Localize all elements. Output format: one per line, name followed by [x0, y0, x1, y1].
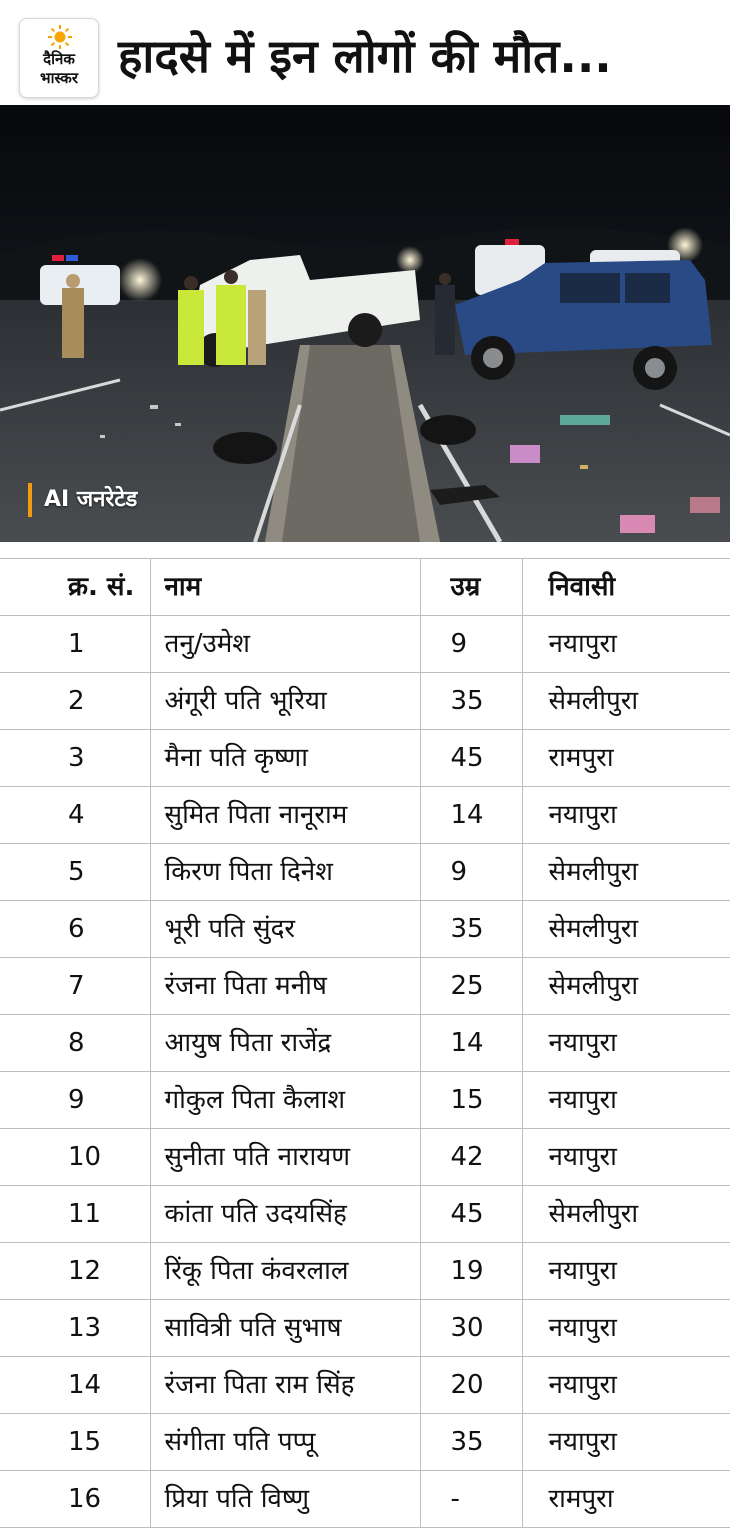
cell-residence: नयापुरा: [522, 1357, 730, 1414]
cell-serial: 7: [0, 958, 150, 1015]
cell-age: 35: [420, 673, 522, 730]
table-row: [0, 1300, 730, 1357]
cell-residence: सेमलीपुरा: [522, 958, 730, 1015]
header-serial: क्र. सं.: [0, 559, 150, 616]
cell-serial: 13: [0, 1300, 150, 1357]
cell-age: 25: [420, 958, 522, 1015]
cell-residence: नयापुरा: [522, 1300, 730, 1357]
cell-serial: 2: [0, 673, 150, 730]
cell-age: 9: [420, 616, 522, 673]
cell-name: किरण पिता दिनेश: [150, 844, 420, 901]
cell-name: सुमित पिता नानूराम: [150, 787, 420, 844]
cell-residence: नयापुरा: [522, 616, 730, 673]
cell-residence: सेमलीपुरा: [522, 1186, 730, 1243]
victims-table: [0, 558, 730, 1528]
cell-residence: नयापुरा: [522, 1072, 730, 1129]
cell-age: 42: [420, 1129, 522, 1186]
cell-name: आयुष पिता राजेंद्र: [150, 1015, 420, 1072]
cell-serial: 14: [0, 1357, 150, 1414]
cell-serial: 9: [0, 1072, 150, 1129]
header-name: नाम: [150, 559, 420, 616]
cell-serial: 5: [0, 844, 150, 901]
cell-name: रिंकू पिता कंवरलाल: [150, 1243, 420, 1300]
table-row: [0, 673, 730, 730]
sun-icon: [48, 25, 72, 49]
cell-name: गोकुल पिता कैलाश: [150, 1072, 420, 1129]
header-residence: निवासी: [522, 559, 730, 616]
table-row: [0, 1357, 730, 1414]
cell-age: 14: [420, 1015, 522, 1072]
brand-logo[interactable]: [19, 18, 99, 98]
cell-name: कांता पति उदयसिंह: [150, 1186, 420, 1243]
cell-residence: सेमलीपुरा: [522, 844, 730, 901]
table-row: [0, 616, 730, 673]
cell-serial: 3: [0, 730, 150, 787]
cell-name: रंजना पिता राम सिंह: [150, 1357, 420, 1414]
cell-age: -: [420, 1471, 522, 1528]
brand-name-line2: भास्कर: [40, 69, 78, 87]
cell-residence: नयापुरा: [522, 1129, 730, 1186]
brand-name-line1: दैनिक: [43, 50, 75, 68]
cell-residence: नयापुरा: [522, 1414, 730, 1471]
table-header-row: [0, 559, 730, 616]
ai-generated-badge: AI जनरेटेड: [28, 483, 137, 517]
table-row: [0, 730, 730, 787]
cell-serial: 6: [0, 901, 150, 958]
table-row: [0, 958, 730, 1015]
cell-name: सुनीता पति नारायण: [150, 1129, 420, 1186]
cell-age: 45: [420, 1186, 522, 1243]
header: [0, 0, 730, 105]
cell-residence: सेमलीपुरा: [522, 673, 730, 730]
cell-residence: सेमलीपुरा: [522, 901, 730, 958]
cell-serial: 4: [0, 787, 150, 844]
cell-residence: नयापुरा: [522, 1015, 730, 1072]
cell-age: 30: [420, 1300, 522, 1357]
table-row: [0, 901, 730, 958]
table-row: [0, 1186, 730, 1243]
cell-name: तनु/उमेश: [150, 616, 420, 673]
cell-name: रंजना पिता मनीष: [150, 958, 420, 1015]
table-row: [0, 1129, 730, 1186]
cell-name: अंगूरी पति भूरिया: [150, 673, 420, 730]
accident-scene-illustration: [0, 105, 730, 542]
accident-photo: [0, 105, 730, 542]
cell-residence: रामपुरा: [522, 1471, 730, 1528]
table-row: [0, 1243, 730, 1300]
header-age: उम्र: [420, 559, 522, 616]
cell-age: 15: [420, 1072, 522, 1129]
cell-name: भूरी पति सुंदर: [150, 901, 420, 958]
cell-name: मैना पति कृष्णा: [150, 730, 420, 787]
cell-age: 45: [420, 730, 522, 787]
cell-name: संगीता पति पप्पू: [150, 1414, 420, 1471]
cell-residence: रामपुरा: [522, 730, 730, 787]
cell-serial: 10: [0, 1129, 150, 1186]
cell-age: 35: [420, 1414, 522, 1471]
cell-serial: 16: [0, 1471, 150, 1528]
cell-serial: 8: [0, 1015, 150, 1072]
cell-serial: 1: [0, 616, 150, 673]
cell-residence: नयापुरा: [522, 1243, 730, 1300]
cell-age: 9: [420, 844, 522, 901]
cell-age: 20: [420, 1357, 522, 1414]
table-row: [0, 1015, 730, 1072]
cell-age: 35: [420, 901, 522, 958]
cell-serial: 15: [0, 1414, 150, 1471]
cell-age: 19: [420, 1243, 522, 1300]
table-row: [0, 1414, 730, 1471]
cell-age: 14: [420, 787, 522, 844]
cell-name: प्रिया पति विष्णु: [150, 1471, 420, 1528]
page-title: हादसे में इन लोगों की मौत...: [118, 29, 612, 83]
table-row: [0, 1072, 730, 1129]
cell-serial: 12: [0, 1243, 150, 1300]
cell-name: सावित्री पति सुभाष: [150, 1300, 420, 1357]
table-row: [0, 844, 730, 901]
cell-residence: नयापुरा: [522, 787, 730, 844]
table-row: [0, 1471, 730, 1528]
cell-serial: 11: [0, 1186, 150, 1243]
table-row: [0, 787, 730, 844]
